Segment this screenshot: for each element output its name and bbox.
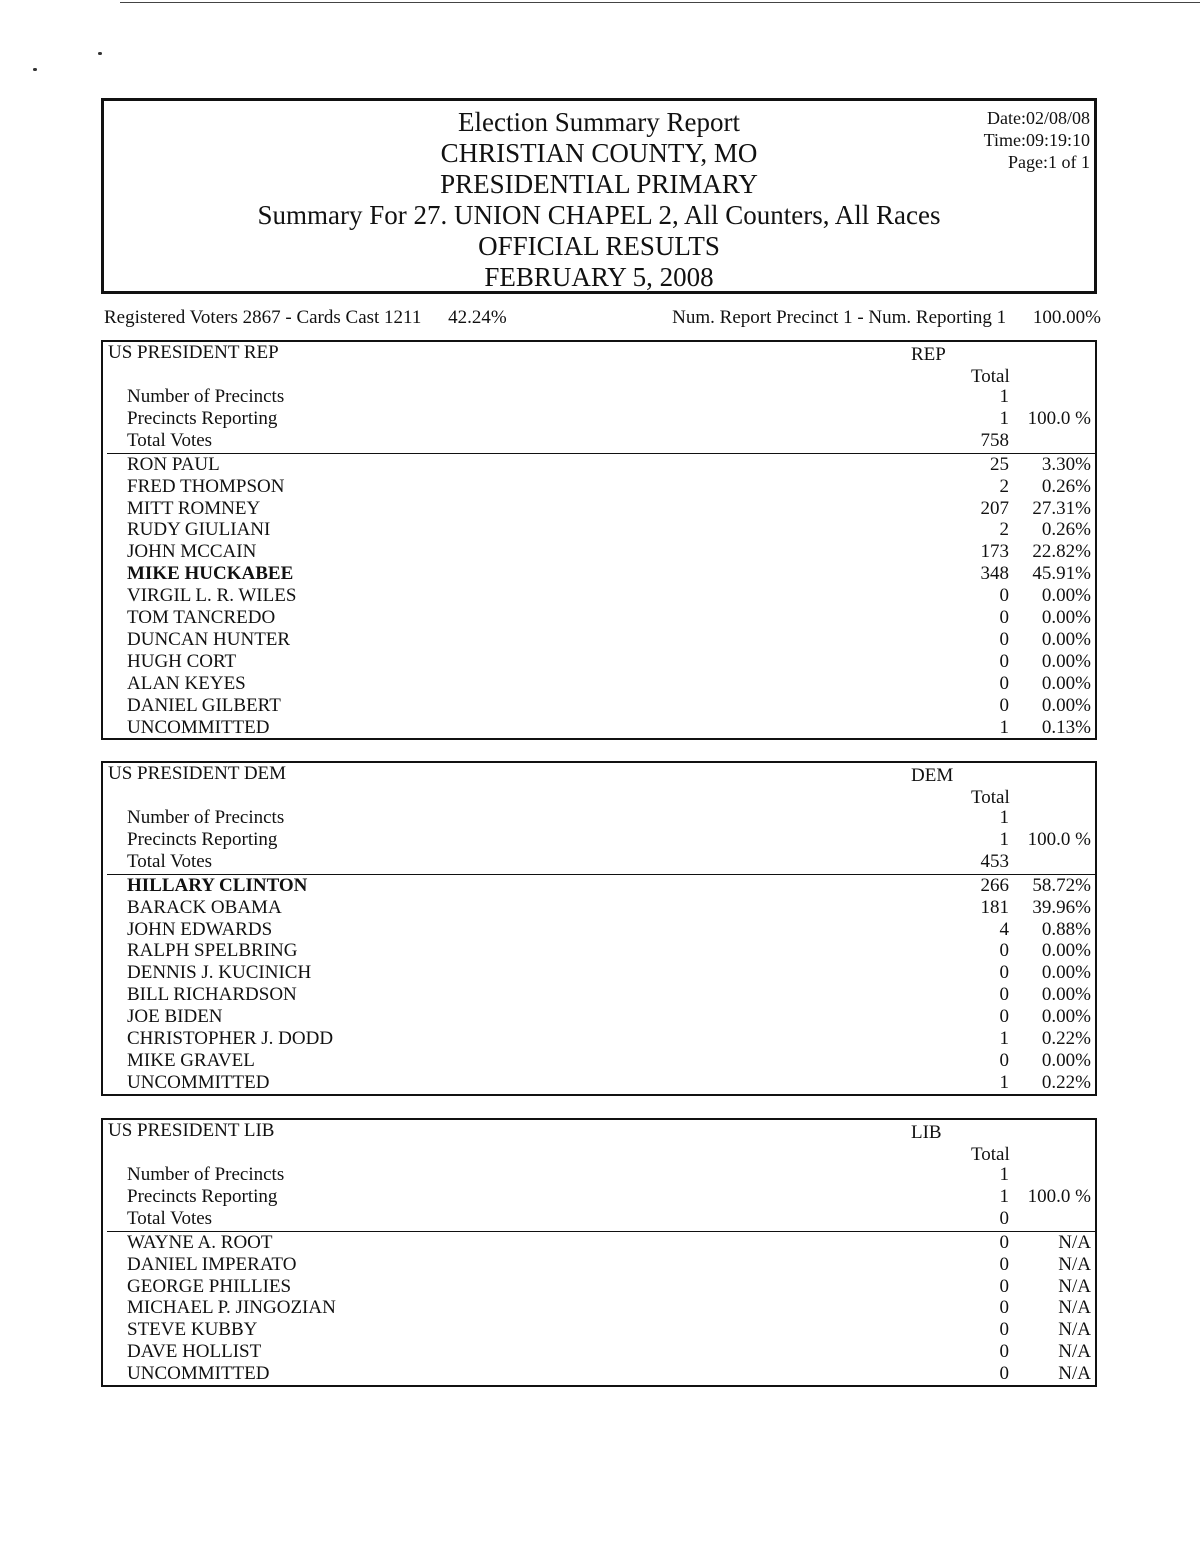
stat-row [103,1164,1095,1186]
candidate-name: HUGH CORT [127,650,237,672]
candidate-row [103,519,1095,541]
candidate-percent: 0.26% [1041,519,1091,541]
stat-label: Number of Precincts [127,386,285,407]
candidate-row [103,919,1095,941]
stat-value: 1 [999,807,1009,828]
election-date: FEBRUARY 5, 2008 [484,262,714,292]
candidate-name: VIRGIL L. R. WILES [127,585,297,607]
candidate-row [103,629,1095,651]
total-column-header: Total [971,787,1010,808]
stat-row [103,829,1095,851]
candidate-votes: 0 [999,1006,1009,1028]
candidate-percent: 0.00% [1041,962,1091,984]
candidate-row [103,1276,1095,1298]
candidate-percent: 0.00% [1041,628,1091,650]
stat-percent: 100.0 % [1027,407,1091,429]
candidate-name: MICHAEL P. JINGOZIAN [127,1297,336,1319]
candidate-row [103,1341,1095,1363]
candidate-row [103,962,1095,984]
stat-row [103,851,1095,873]
candidate-percent: 0.00% [1041,694,1091,716]
candidate-votes: 266 [980,874,1009,896]
stat-value: 1 [999,828,1009,850]
candidate-percent: 0.00% [1041,1049,1091,1071]
report-time: Time:09:19:10 [983,130,1090,150]
stat-value: 1 [999,386,1009,407]
candidate-row [103,897,1095,919]
candidate-percent: 0.00% [1041,1006,1091,1028]
candidate-row [103,1028,1095,1050]
report-title: Election Summary Report [458,107,740,137]
candidate-votes: 4 [999,918,1009,940]
candidate-votes: 0 [999,940,1009,962]
candidate-percent: N/A [1058,1297,1091,1319]
candidate-percent: 45.91% [1032,563,1091,585]
summary-scope: Summary For 27. UNION CHAPEL 2, All Counters, All Races [257,200,941,230]
stat-label: Number of Precincts [127,807,285,828]
candidate-row [103,1319,1095,1341]
county-name: CHRISTIAN COUNTY, MO [440,138,758,168]
candidate-name: RUDY GIULIANI [127,519,271,541]
candidate-name: MIKE GRAVEL [127,1049,255,1071]
candidate-votes: 0 [999,1231,1009,1253]
candidate-row [103,940,1095,962]
candidate-percent: N/A [1058,1231,1091,1253]
registered-voters-text: Registered Voters 2867 - Cards Cast 1211 [104,307,422,328]
stat-percent: 100.0 % [1027,1185,1091,1207]
candidate-row [103,563,1095,585]
candidate-name: JOHN EDWARDS [127,918,273,940]
candidate-name: JOE BIDEN [127,1006,223,1028]
stat-row [103,1208,1095,1230]
candidate-row [103,1297,1095,1319]
stat-value: 0 [999,1207,1009,1229]
candidate-percent: 27.31% [1032,497,1091,519]
candidate-name: DANIEL IMPERATO [127,1253,297,1275]
candidate-name: RALPH SPELBRING [127,940,298,962]
candidate-row [103,875,1095,897]
candidate-name: GEORGE PHILLIES [127,1275,292,1297]
stat-row [103,430,1095,452]
candidate-votes: 25 [990,453,1009,475]
stat-value: 1 [999,407,1009,429]
candidate-votes: 1 [999,1028,1009,1049]
candidate-name: MIKE HUCKABEE [127,563,294,585]
candidate-votes: 0 [999,650,1009,672]
candidate-percent: 0.00% [1041,672,1091,694]
stat-label: Number of Precincts [127,1164,285,1185]
candidate-votes: 1 [999,716,1009,738]
candidate-name: MITT ROMNEY [127,497,261,519]
turnout-percent: 42.24% [448,307,507,328]
party-label: LIB [911,1122,942,1143]
candidate-row [103,695,1095,717]
candidate-name: WAYNE A. ROOT [127,1231,273,1253]
candidate-votes: 0 [999,1049,1009,1071]
stat-label: Precincts Reporting [127,407,278,429]
candidate-votes: 0 [999,1319,1009,1341]
candidate-row [103,476,1095,498]
candidate-row [103,585,1095,607]
candidate-name: DUNCAN HUNTER [127,628,291,650]
reporting-line [672,307,1101,329]
stat-row [103,807,1095,829]
reporting-text: Num. Report Precinct 1 - Num. Reporting 1 [672,307,1007,328]
candidate-percent: 0.00% [1041,585,1091,607]
candidate-percent: N/A [1058,1319,1091,1341]
candidate-row [103,1254,1095,1276]
candidate-row [103,717,1095,739]
candidate-row [103,651,1095,673]
candidate-percent: 0.26% [1041,475,1091,497]
page-number: Page:1 of 1 [1008,152,1090,172]
stat-value: 453 [980,850,1009,872]
candidate-row [103,1006,1095,1028]
candidate-votes: 348 [980,563,1009,585]
report-date: Date:02/08/08 [987,108,1090,128]
candidate-votes: 0 [999,1253,1009,1275]
scan-speck [33,68,37,71]
candidate-percent: 0.88% [1041,918,1091,940]
candidate-votes: 0 [999,984,1009,1006]
candidate-row [103,541,1095,563]
candidate-percent: 0.00% [1041,607,1091,628]
report-meta [984,107,1090,173]
candidate-row [103,607,1095,629]
candidate-name: JOHN MCCAIN [127,541,257,563]
candidate-votes: 2 [999,519,1009,541]
stat-label: Precincts Reporting [127,828,278,850]
candidate-name: DANIEL GILBERT [127,694,281,716]
stat-label: Total Votes [127,1207,213,1229]
candidate-percent: 0.00% [1041,984,1091,1006]
candidate-percent: N/A [1058,1341,1091,1363]
candidate-votes: 0 [999,1341,1009,1363]
candidate-votes: 1 [999,1071,1009,1093]
candidate-votes: 207 [980,497,1009,519]
candidate-name: HILLARY CLINTON [127,874,308,896]
stat-value: 758 [980,429,1009,451]
candidate-name: DAVE HOLLIST [127,1341,262,1363]
candidate-name: DENNIS J. KUCINICH [127,962,312,984]
scan-speck [98,52,102,55]
race-title: US PRESIDENT REP [108,342,279,363]
race-section-lib [101,1118,1097,1387]
candidate-percent: 0.22% [1041,1028,1091,1049]
candidate-votes: 173 [980,541,1009,563]
candidate-percent: 3.30% [1041,453,1091,475]
report-title-block [104,107,1094,293]
race-section-dem [101,761,1097,1096]
report-header [101,98,1097,294]
candidate-percent: 39.96% [1032,896,1091,918]
candidate-name: UNCOMMITTED [127,1071,270,1093]
reporting-percent: 100.00% [1032,307,1101,328]
candidate-name: TOM TANCREDO [127,607,276,628]
candidate-votes: 0 [999,585,1009,607]
total-column-header: Total [971,366,1010,387]
scan-top-line [120,2,1200,3]
candidate-votes: 0 [999,607,1009,628]
candidate-row [103,673,1095,695]
candidate-percent: 0.22% [1041,1071,1091,1093]
stat-row [103,408,1095,430]
candidate-row [103,1050,1095,1072]
race-title: US PRESIDENT DEM [108,763,287,784]
stat-label: Total Votes [127,429,213,451]
candidate-percent: 0.13% [1041,716,1091,738]
candidate-votes: 0 [999,628,1009,650]
candidate-votes: 0 [999,672,1009,694]
race-title: US PRESIDENT LIB [108,1120,275,1141]
candidate-votes: 0 [999,694,1009,716]
candidate-name: BILL RICHARDSON [127,984,297,1006]
candidate-row [103,1363,1095,1385]
candidate-name: UNCOMMITTED [127,1363,270,1385]
candidate-percent: 0.00% [1041,650,1091,672]
party-label: REP [911,344,946,365]
party-label: DEM [911,765,954,786]
candidate-percent: 0.00% [1041,940,1091,962]
registered-voters-line [104,307,507,329]
results-status: OFFICIAL RESULTS [478,231,720,261]
candidate-percent: N/A [1058,1363,1091,1385]
stat-row [103,1186,1095,1208]
candidate-name: STEVE KUBBY [127,1319,258,1341]
candidate-votes: 181 [980,896,1009,918]
candidate-percent: N/A [1058,1253,1091,1275]
candidate-name: UNCOMMITTED [127,716,270,738]
stat-label: Total Votes [127,850,213,872]
candidate-row [103,498,1095,520]
candidate-name: CHRISTOPHER J. DODD [127,1028,334,1049]
candidate-name: ALAN KEYES [127,672,246,694]
stat-value: 1 [999,1164,1009,1185]
stat-row [103,386,1095,408]
candidate-name: FRED THOMPSON [127,475,285,497]
candidate-votes: 0 [999,1275,1009,1297]
candidate-percent: 58.72% [1032,874,1091,896]
candidate-row [103,984,1095,1006]
stat-percent: 100.0 % [1027,828,1091,850]
candidate-votes: 2 [999,475,1009,497]
candidate-percent: N/A [1058,1275,1091,1297]
candidate-row [103,1232,1095,1254]
candidate-percent: 22.82% [1032,541,1091,563]
stat-value: 1 [999,1185,1009,1207]
race-section-rep [101,340,1097,740]
candidate-row [103,1072,1095,1094]
candidate-name: BARACK OBAMA [127,896,282,918]
total-column-header: Total [971,1144,1010,1165]
stat-label: Precincts Reporting [127,1185,278,1207]
candidate-votes: 0 [999,1297,1009,1319]
candidate-votes: 0 [999,1363,1009,1385]
election-name: PRESIDENTIAL PRIMARY [440,169,758,199]
candidate-row [103,454,1095,476]
candidate-votes: 0 [999,962,1009,984]
candidate-name: RON PAUL [127,453,220,475]
